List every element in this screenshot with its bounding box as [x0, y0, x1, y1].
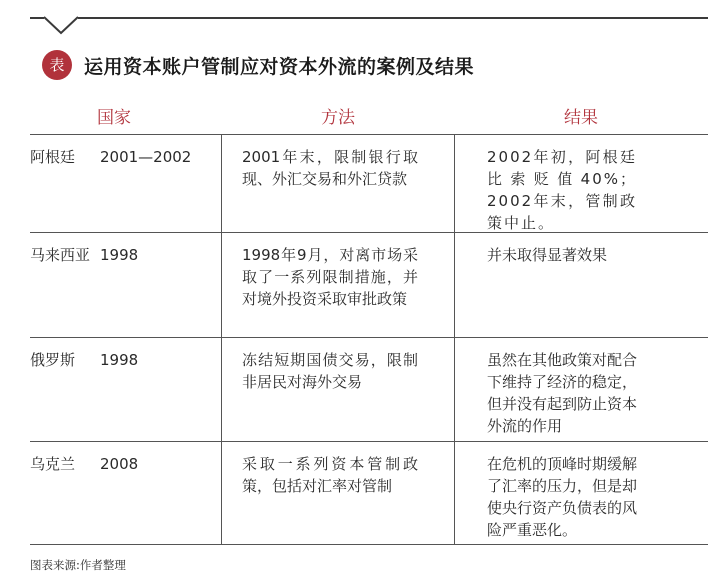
bottom-rule — [30, 544, 708, 545]
table-title-row — [42, 50, 474, 80]
header-method: 方法 — [321, 108, 355, 128]
table-title: 运用资本账户管制应对资本外流的案例及结果 — [84, 55, 475, 78]
table-row — [0, 337, 722, 441]
method-cell: 1998年9月，对离市场采取了一系列限制措施，并对境外投资采取审批政策 — [242, 246, 418, 308]
year-cell: 1998 — [100, 351, 139, 369]
country-cell: 俄罗斯 — [30, 351, 76, 369]
result-cell: 2002年初，阿根廷比索贬值40%；2002年末，管制政策中止。 — [487, 148, 637, 232]
table-row — [0, 441, 722, 544]
country-cell: 阿根廷 — [30, 148, 76, 166]
method-cell: 2001年末，限制银行取现、外汇交易和外汇贷款 — [242, 148, 418, 188]
country-cell: 马来西亚 — [30, 246, 91, 264]
header-result: 结果 — [564, 108, 598, 128]
table-row — [0, 232, 722, 337]
year-cell: 1998 — [100, 246, 139, 264]
year-cell: 2001—2002 — [100, 148, 192, 166]
result-cell: 在危机的顶峰时期缓解了汇率的压力，但是却使央行资产负债表的风险严重恶化。 — [487, 455, 638, 539]
header-country: 国家 — [97, 108, 131, 128]
method-cell: 冻结短期国债交易，限制非居民对海外交易 — [242, 351, 418, 391]
table-row — [0, 134, 722, 232]
notch-decoration — [44, 16, 78, 36]
country-cell: 乌克兰 — [30, 455, 76, 473]
year-cell: 2008 — [100, 455, 139, 473]
result-cell: 虽然在其他政策对配合下维持了经济的稳定，但并没有起到防止资本外流的作用 — [487, 351, 638, 435]
table-badge: 表 — [42, 50, 72, 80]
source-note: 图表来源:作者整理 — [30, 558, 126, 572]
top-rule — [30, 17, 708, 19]
table-header — [0, 104, 722, 132]
method-cell: 采取一系列资本管制政策，包括对汇率对管制 — [242, 455, 418, 495]
result-cell: 并未取得显著效果 — [487, 246, 608, 264]
